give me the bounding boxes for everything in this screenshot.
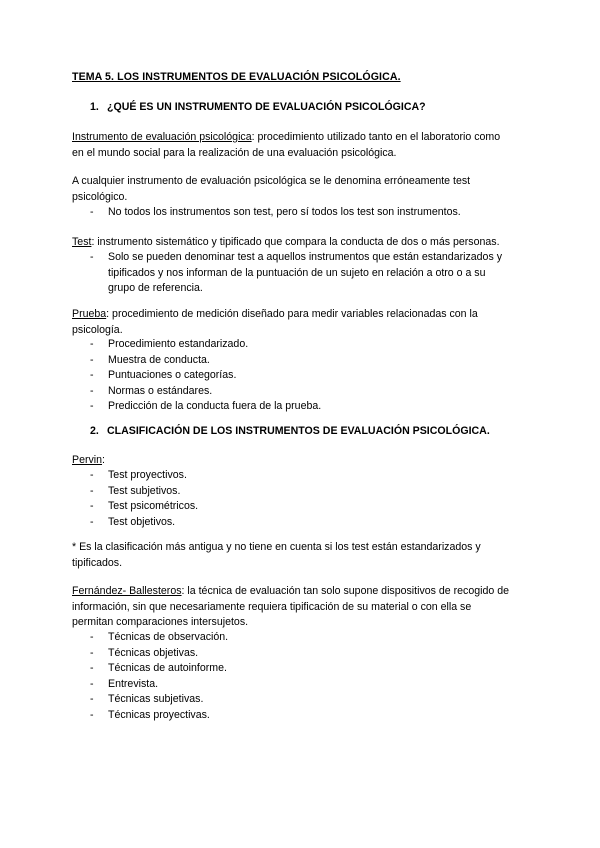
- section-number: 1.: [90, 101, 99, 113]
- list-item-text: Test subjetivos.: [108, 484, 181, 497]
- list-item: [72, 499, 512, 515]
- list-item-text: Técnicas proyectivas.: [108, 708, 210, 721]
- section-title: CLASIFICACIÓN DE LOS INSTRUMENTOS DE EVALUACIÓN PSICOLÓGICA.: [107, 425, 490, 437]
- term-prueba: Prueba: [72, 308, 107, 320]
- prueba-list: [72, 337, 512, 415]
- fernandez-ballesteros-list: [72, 630, 512, 723]
- test-list: [72, 250, 512, 297]
- definition-test: [72, 235, 512, 251]
- note-paragraph: A cualquier instrumento de evaluación psicológica se le denomina erróneamente test psicológico.: [72, 175, 471, 203]
- list-item: [72, 205, 512, 221]
- list-item: [72, 692, 512, 708]
- list-item-text: Test objetivos.: [108, 515, 176, 528]
- list-item-text: Puntuaciones o categorías.: [108, 369, 237, 381]
- definition-instrumento: [72, 130, 512, 161]
- list-item-text: Técnicas de autoinforme.: [108, 662, 227, 674]
- note-list: [72, 205, 512, 221]
- page-title: TEMA 5. LOS INSTRUMENTOS DE EVALUACIÓN PSICOLÓGICA.: [72, 71, 401, 83]
- dash-marker: -: [90, 631, 94, 643]
- list-item-text: Técnicas subjetivas.: [108, 693, 204, 705]
- list-item: [72, 384, 512, 400]
- definition-text: : procedimiento de medición diseñado para medir variables relacionadas con la psicología.: [72, 308, 478, 336]
- dash-marker: -: [90, 384, 94, 397]
- list-item: [72, 646, 512, 662]
- dash-marker: -: [90, 515, 94, 528]
- definition-text: : procedimiento utilizado tanto en el laboratorio como en el mundo social para la realización de una evaluación psicológica.: [72, 131, 501, 159]
- dash-marker: -: [90, 662, 94, 674]
- term-fernandez-ballesteros: Fernández- Ballesteros: [72, 585, 182, 597]
- dash-marker: -: [90, 708, 94, 721]
- dash-marker: -: [90, 500, 94, 512]
- dash-marker: -: [90, 369, 94, 381]
- list-item-text: Muestra de conducta.: [108, 353, 210, 366]
- dash-marker: -: [90, 469, 94, 481]
- list-item: [72, 399, 512, 415]
- term-test: Test: [72, 236, 92, 248]
- section-number: 2.: [90, 425, 99, 437]
- dash-marker: -: [90, 251, 94, 263]
- dash-marker: -: [90, 677, 94, 690]
- section-2-heading: [90, 425, 490, 437]
- dash-marker: -: [90, 646, 94, 659]
- dash-marker: -: [90, 338, 94, 350]
- pervin-list: [72, 468, 512, 530]
- list-item-text: Entrevista.: [108, 677, 159, 690]
- dash-marker: -: [90, 484, 94, 497]
- section-title: ¿QUÉ ES UN INSTRUMENTO DE EVALUACIÓN PSICOLÓGICA?: [107, 101, 426, 113]
- dash-marker: -: [90, 693, 94, 705]
- list-item-text: Técnicas de observación.: [108, 631, 229, 643]
- pervin-colon: :: [102, 454, 105, 466]
- list-item: [72, 708, 512, 724]
- definition-prueba: [72, 307, 512, 338]
- list-item: [72, 250, 512, 297]
- list-item: [72, 630, 512, 646]
- dash-marker: -: [90, 400, 94, 412]
- list-item: [72, 368, 512, 384]
- list-item-text: Predicción de la conducta fuera de la prueba.: [108, 400, 322, 412]
- list-item-text: No todos los instrumentos son test, pero sí todos los test son instrumentos.: [108, 206, 461, 218]
- list-item-text: Test proyectivos.: [108, 469, 187, 481]
- pervin-note: * Es la clasificación más antigua y no tiene en cuenta si los test están estandarizados y tipificados.: [72, 541, 481, 569]
- definition-text: : instrumento sistemático y tipificado que compara la conducta de dos o más personas.: [91, 236, 500, 248]
- list-item-text: Solo se pueden denominar test a aquellos instrumentos que están estandarizados y tipificados y nos informan de la puntuación de un sujeto en relación a otro o a su grupo de referencia.: [108, 251, 502, 294]
- definition-fernandez-ballesteros: [72, 584, 512, 631]
- term-instrumento: Instrumento de evaluación psicológica: [72, 131, 252, 143]
- list-item: [72, 337, 512, 353]
- pervin-heading: [72, 453, 512, 469]
- list-item: [72, 515, 512, 531]
- dash-marker: -: [90, 353, 94, 366]
- list-item: [72, 484, 512, 500]
- list-item: [72, 677, 512, 693]
- list-item: [72, 353, 512, 369]
- list-item-text: Técnicas objetivas.: [108, 646, 199, 659]
- list-item-text: Procedimiento estandarizado.: [108, 338, 249, 350]
- list-item-text: Test psicométricos.: [108, 500, 199, 512]
- definition-text: : la técnica de evaluación tan solo supone dispositivos de recogido de información, sin que necesariamente requiera tipificación de su material o con ella se permitan comparaciones intersujetos.: [72, 585, 509, 628]
- list-item: [72, 661, 512, 677]
- term-pervin: Pervin: [72, 454, 103, 466]
- dash-marker: -: [90, 206, 94, 218]
- section-1-heading: [90, 101, 426, 113]
- list-item-text: Normas o estándares.: [108, 384, 213, 397]
- list-item: [72, 468, 512, 484]
